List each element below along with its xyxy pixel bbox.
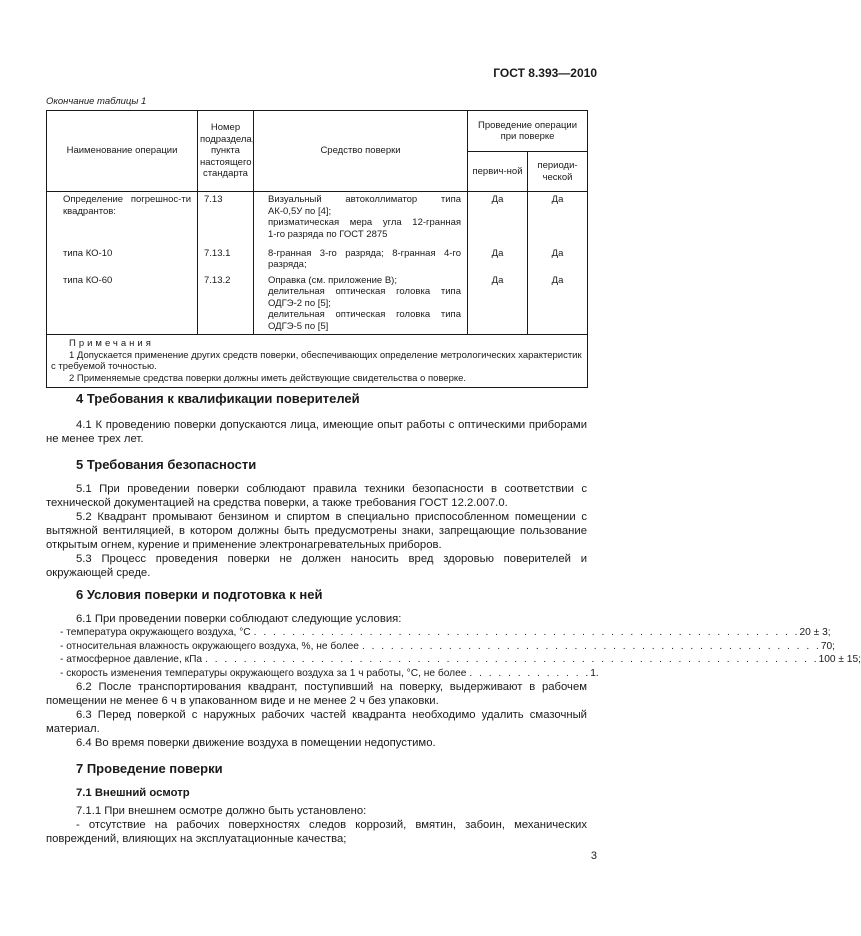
section-6	[46, 587, 861, 750]
means-line: 1-го разряда по ГОСТ 2875	[268, 228, 388, 240]
page-number: 3	[590, 850, 597, 862]
table-notes-row	[47, 335, 588, 388]
means-line: разряда;	[268, 259, 307, 270]
row-periodic: Да	[528, 246, 588, 273]
means-line: 8-гранная 3-го разряда; 8-гранная 4-го	[268, 247, 461, 259]
paragraph: 5.2 Квадрант промывают бензином и спиртом в специально приспособленном помещении с вытяжной вентиляцией, в котором должны быть предусмотрены знаки, запрещающие пользование открытым огнем, курение и применение электронагревательных приборов.	[46, 511, 587, 551]
means-line: Визуальный автоколлиматор типа	[268, 194, 461, 205]
paragraph: 6.4 Во время поверки движение воздуха в помещении недопустимо.	[76, 737, 436, 749]
row-name: типа КО-10	[47, 246, 198, 273]
condition-value: 1.	[590, 667, 599, 679]
notes-title: Примечания	[69, 338, 154, 349]
paragraph: 6.3 Перед поверкой с наружных рабочих частей квадранта необходимо удалить смазочный материал.	[46, 709, 587, 735]
section-4-title: 4 Требования к квалификации поверителей	[76, 391, 360, 406]
row-primary: Да	[468, 192, 528, 246]
paragraph: 6.2 После транспортирования квадрант, поступивший на поверку, выдерживают в рабочем помещении не менее 6 ч в упакованном виде и не менее 2 ч без упаковки.	[46, 681, 587, 707]
table-header-row	[47, 111, 588, 152]
condition-label: - скорость изменения температуры окружающего воздуха за 1 ч работы, °С, не более	[60, 667, 467, 679]
means-line: ОДГЭ-5 по [5]	[268, 320, 329, 332]
row-means	[254, 246, 468, 273]
condition-value: 20 ± 3;	[799, 627, 831, 638]
leader-dots: . . . . . . . . . . . . . . . . . . . . . . . . . . . . . . . . . . . . . . . . . . . . . . . . . . . . . . . . .	[253, 627, 800, 638]
leader-dots: . . . . . . . . . . . . . . . . . . . . . . . . . . . . . . . . . . . . . . . . . . . . . . . .	[361, 640, 821, 652]
means-line: Оправка (см. приложение В);	[268, 274, 397, 286]
section-5-title: 5 Требования безопасности	[76, 457, 257, 472]
table-notes	[47, 335, 588, 388]
means-line: делительная оптическая головка типа	[268, 286, 461, 297]
section-7-title: 7 Проведение поверки	[76, 761, 223, 776]
means-line: ОДГЭ-2 по [5];	[268, 297, 331, 309]
row-name: типа КО-60	[47, 273, 198, 335]
row-means	[254, 273, 468, 335]
condition-item	[46, 640, 835, 654]
means-line: АК-0,5У по [4];	[268, 205, 332, 217]
paragraph: 5.1 При проведении поверки соблюдают правила техники безопасности в соответствии с технической документацией на средства поверки, а также требования ГОСТ 12.2.007.0.	[46, 483, 587, 509]
row-name: Определение погрешнос-ти квадрантов:	[47, 192, 198, 246]
table-row	[47, 192, 588, 246]
condition-label: - температура окружающего воздуха, °С	[60, 627, 251, 638]
header-primary: первич-ной	[468, 152, 528, 192]
table-row	[47, 246, 588, 273]
table-row	[47, 273, 588, 335]
leader-dots: . . . . . . . . . . . . . . . . . . . . . . . . . . . . . . . . . . . . . . . . . . . . . . . . . . . . . . . . . . . . . . . .	[205, 654, 819, 665]
note-2: 2 Применяемые средства поверки должны иметь действующие свидетельства о поверке.	[69, 372, 467, 384]
note-1: 1 Допускается применение других средств поверки, обеспечивающих определение метрологических характеристик с требуемой точностью.	[51, 349, 582, 372]
row-section: 7.13	[198, 192, 254, 246]
row-periodic: Да	[528, 273, 588, 335]
condition-label: - атмосферное давление, кПа	[60, 654, 203, 665]
header-name: Наименование операции	[47, 111, 198, 192]
paragraph: 4.1 К проведению поверки допускаются лица, имеющие опыт работы с оптическими приборами не менее трех лет.	[46, 419, 587, 445]
document-header: ГОСТ 8.393—2010	[493, 66, 597, 80]
subsection-7-1-title: 7.1 Внешний осмотр	[76, 787, 190, 799]
condition-value: 70;	[820, 640, 835, 652]
section-4	[46, 392, 587, 446]
paragraph: - отсутствие на рабочих поверхностях следов коррозий, вмятин, забоин, механических повреждений, влияющих на эксплуатационные качества;	[46, 819, 587, 845]
header-means: Средство поверки	[254, 111, 468, 192]
paragraph: 5.3 Процесс проведения поверки не должен наносить вред здоровью поверителей и окружающей среде.	[46, 553, 587, 579]
row-periodic: Да	[528, 192, 588, 246]
means-line: призматическая мера угла 12-гранная	[268, 217, 461, 228]
section-6-title: 6 Условия поверки и подготовка к ней	[76, 587, 323, 602]
row-primary: Да	[468, 246, 528, 273]
verification-table	[46, 110, 588, 388]
condition-value: 100 ± 15;	[818, 654, 861, 665]
paragraph: 6.1 При проведении поверки соблюдают следующие условия:	[76, 613, 402, 625]
table-caption: Окончание таблицы 1	[46, 96, 147, 107]
section-7	[46, 762, 587, 846]
header-periodic: периоди-ческой	[528, 152, 588, 192]
section-5	[46, 458, 587, 580]
means-line: делительная оптическая головка типа	[268, 309, 461, 320]
condition-item	[46, 626, 831, 640]
condition-item	[46, 667, 599, 681]
leader-dots: . . . . . . . . . . . . .	[469, 667, 591, 679]
condition-item	[46, 653, 861, 667]
row-means	[254, 192, 468, 246]
header-conduct: Проведение операции при поверке	[468, 111, 588, 152]
row-section: 7.13.1	[198, 246, 254, 273]
row-primary: Да	[468, 273, 528, 335]
row-section: 7.13.2	[198, 273, 254, 335]
condition-label: - относительная влажность окружающего воздуха, %, не более	[60, 640, 359, 652]
paragraph: 7.1.1 При внешнем осмотре должно быть установлено:	[76, 805, 367, 817]
header-section: Номер подраздела, пункта настоящего стандарта	[198, 111, 254, 192]
